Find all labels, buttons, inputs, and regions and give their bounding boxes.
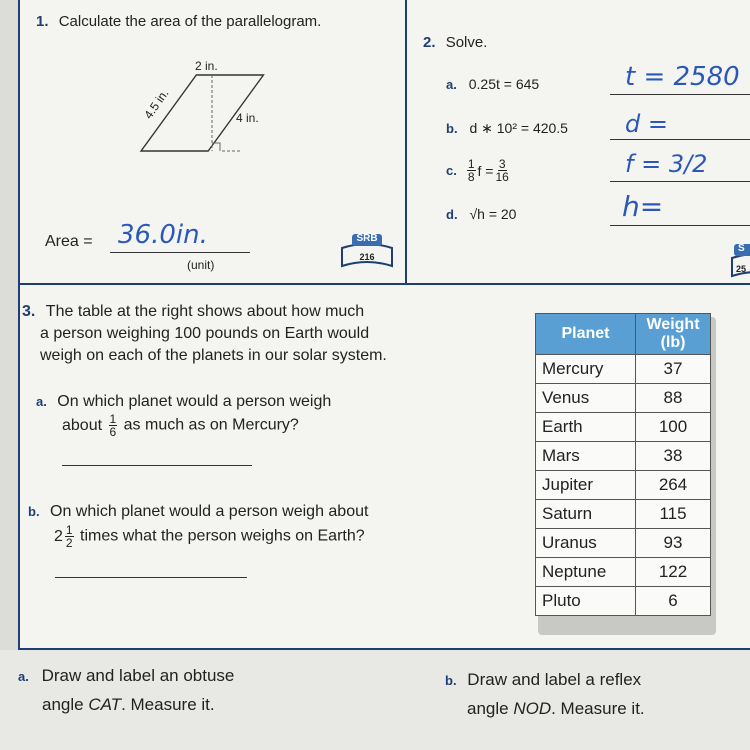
q1-side-label: 4.5 in. xyxy=(141,86,172,122)
planet-weight-cell: 264 xyxy=(636,471,711,500)
planet-name-cell: Earth xyxy=(536,413,636,442)
q3-b-line-1: On which planet would a person weigh about xyxy=(50,503,369,520)
planet-weight-cell: 88 xyxy=(636,384,711,413)
q2-item-b xyxy=(446,120,568,137)
q1-top-label: 2 in. xyxy=(195,59,218,73)
srb-title: SRB xyxy=(356,233,378,244)
q2-a-answer: t = 2580 xyxy=(625,62,740,92)
q4-a-line-2-pre: angle xyxy=(42,695,89,714)
q1-area-label: Area = xyxy=(45,233,93,250)
planet-weight-cell: 100 xyxy=(636,413,711,442)
planet-weight-cell: 93 xyxy=(636,529,711,558)
q4-a-letter: a. xyxy=(18,669,29,684)
q2-c-mid: f = xyxy=(477,162,494,179)
table-row xyxy=(536,471,711,500)
q2-d-letter: d. xyxy=(446,207,458,222)
planet-weight-table xyxy=(535,313,711,616)
q3-number: 3. xyxy=(22,303,36,320)
q4-b-letter: b. xyxy=(445,673,457,688)
srb-title-2: S xyxy=(738,243,745,254)
q3-b-answer-line[interactable] xyxy=(55,577,247,578)
q4-b-line-2-post: . Measure it. xyxy=(551,699,645,718)
q4-a-angle-name: CAT xyxy=(88,695,122,714)
q3-a-line-1: On which planet would a person weigh xyxy=(57,393,332,410)
q2-b-line xyxy=(610,139,750,140)
q2-item-a xyxy=(446,76,539,92)
q3-intro-line-3: weigh on each of the planets in our solar system. xyxy=(40,347,387,364)
q1-area-answer: 36.0in. xyxy=(118,220,208,250)
table-header-row xyxy=(536,314,711,355)
q3-a-answer-line[interactable] xyxy=(62,465,252,466)
q3-intro xyxy=(22,301,387,367)
table-row xyxy=(536,587,711,616)
planet-name-cell: Mars xyxy=(536,442,636,471)
planet-weight-cell: 38 xyxy=(636,442,711,471)
q3-b-whole: 2 xyxy=(54,527,63,545)
planet-name-cell: Venus xyxy=(536,384,636,413)
q1-unit-label: (unit) xyxy=(187,258,215,272)
q1-height-label: 4 in. xyxy=(236,111,259,125)
table-row xyxy=(536,413,711,442)
q2-d-answer: h= xyxy=(622,190,664,223)
q3-part-b xyxy=(28,500,368,549)
divider-vertical xyxy=(405,0,407,283)
q4-a-line-2-post: . Measure it. xyxy=(121,695,215,714)
q3-b-rest: times what the person weighs on Earth? xyxy=(80,527,365,545)
q4-b-line-1: Draw and label a reflex xyxy=(467,670,642,689)
table-row xyxy=(536,442,711,471)
q1-heading xyxy=(36,13,321,30)
q4-part-a xyxy=(18,662,234,719)
table-row xyxy=(536,384,711,413)
q3-a-letter: a. xyxy=(36,394,47,409)
header-weight: Weight (lb) xyxy=(636,314,711,355)
q2-number: 2. xyxy=(423,34,436,51)
divider-horizontal-top xyxy=(18,283,750,285)
srb-book-icon-2 xyxy=(728,242,750,280)
q2-heading xyxy=(423,34,487,51)
q3-part-a xyxy=(36,390,331,438)
q4-b-line-2-pre: angle xyxy=(467,699,514,718)
q2-a-letter: a. xyxy=(446,77,457,92)
q2-c-fraction-2: $\frac{3}{16}$ xyxy=(495,157,509,184)
q2-c-line xyxy=(610,181,750,182)
q2-b-equation: d ∗ 10² = 420.5 xyxy=(469,120,568,136)
q2-d-equation: √h = 20 xyxy=(469,206,517,222)
planet-name-cell: Uranus xyxy=(536,529,636,558)
q2-c-answer: f = 3/2 xyxy=(625,150,708,178)
planet-weight-cell: 6 xyxy=(636,587,711,616)
q2-prompt: Solve. xyxy=(445,34,488,51)
q3-intro-line-1: The table at the right shows about how much xyxy=(45,303,365,320)
planet-name-cell: Jupiter xyxy=(536,471,636,500)
q3-a-rest: as much as on Mercury? xyxy=(123,416,299,434)
q2-a-equation: 0.25t = 645 xyxy=(468,76,540,92)
q2-b-letter: b. xyxy=(446,121,458,136)
planet-weight-cell: 115 xyxy=(636,500,711,529)
q2-c-letter: c. xyxy=(446,163,457,178)
planet-name-cell: Mercury xyxy=(536,355,636,384)
planet-weight-cell: 122 xyxy=(636,558,711,587)
q3-a-fraction: $\frac{1}{6}$ xyxy=(109,412,117,439)
q4-b-angle-name: NOD xyxy=(513,699,552,718)
table-row xyxy=(536,558,711,587)
q3-a-about: about xyxy=(62,416,103,434)
q3-b-fraction: $\frac{1}{2}$ xyxy=(65,523,73,550)
q1-answer-line xyxy=(110,252,250,253)
q2-d-line xyxy=(610,225,750,226)
q2-item-d xyxy=(446,206,516,222)
q2-a-line xyxy=(610,94,750,95)
table-row xyxy=(536,355,711,384)
q1-prompt: Calculate the area of the parallelogram. xyxy=(58,13,322,30)
planet-name-cell: Pluto xyxy=(536,587,636,616)
q3-intro-line-2: a person weighing 100 pounds on Earth would xyxy=(40,325,370,342)
planet-name-cell: Saturn xyxy=(536,500,636,529)
planet-weight-cell: 37 xyxy=(636,355,711,384)
srb-book-icon xyxy=(338,232,396,270)
srb-page: 216 xyxy=(359,252,375,262)
header-planet: Planet xyxy=(536,314,636,355)
q4-a-line-1: Draw and label an obtuse xyxy=(41,666,235,685)
q2-b-answer: d = xyxy=(625,110,668,138)
q1-number: 1. xyxy=(36,13,49,30)
q2-c-fraction-1: $\frac{1}{8}$ xyxy=(467,157,475,184)
table-row xyxy=(536,500,711,529)
q2-item-c xyxy=(446,158,511,183)
q3-b-letter: b. xyxy=(28,504,40,519)
srb-page-2: 25 xyxy=(736,264,747,274)
planet-name-cell: Neptune xyxy=(536,558,636,587)
q4-part-b xyxy=(445,666,645,723)
table-row xyxy=(536,529,711,558)
